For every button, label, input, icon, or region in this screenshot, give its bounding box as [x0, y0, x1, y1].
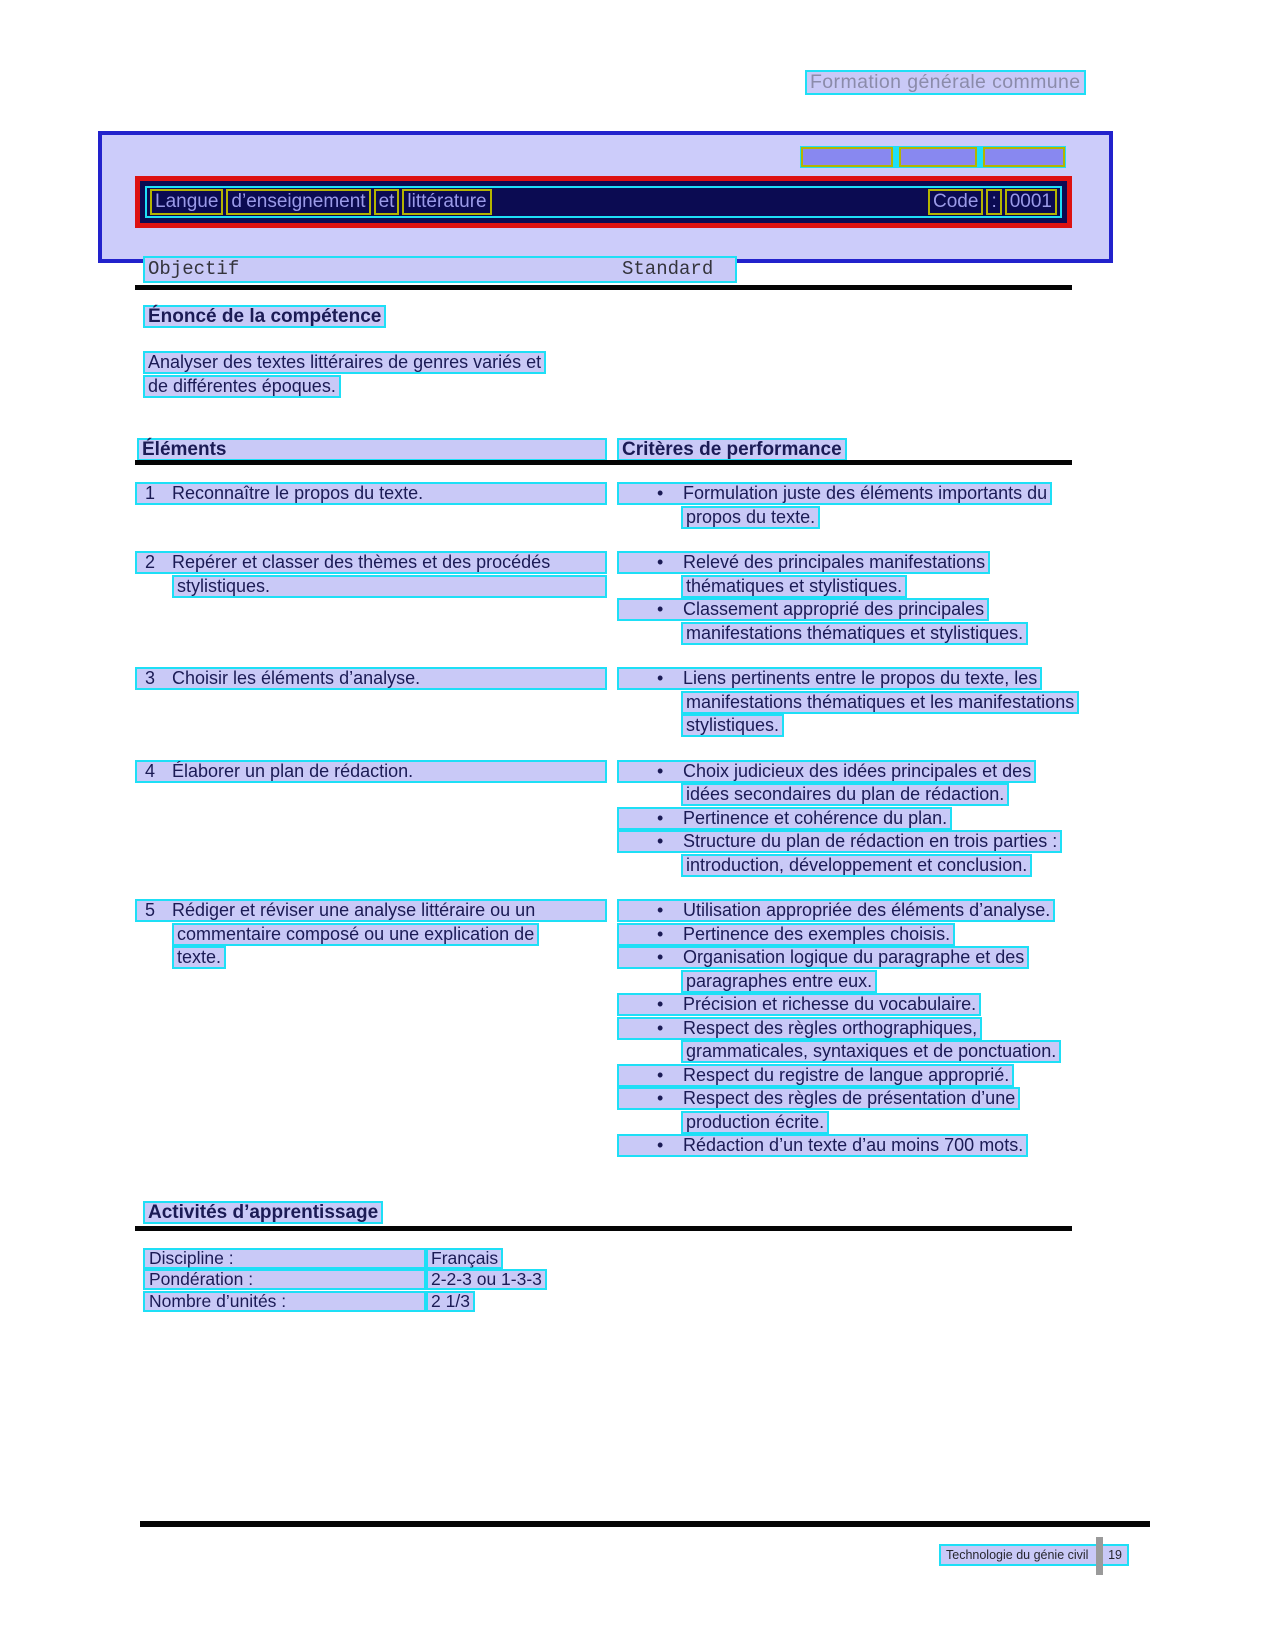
criteria-header-cell [617, 438, 847, 461]
competence-line: de différentes époques. [143, 375, 341, 398]
footer-separator-bar [1096, 1537, 1103, 1575]
activity-value: Français [426, 1248, 503, 1269]
element-text: commentaire composé ou une explication de [177, 923, 535, 944]
criterion-text: Pertinence des exemples choisis. [683, 923, 951, 944]
element-cell [135, 667, 607, 738]
banner-code-words [928, 189, 1057, 215]
competence-line: Analyser des textes littéraires de genres variés et [143, 351, 546, 374]
banner-code-word: 0001 [1005, 189, 1057, 215]
criterion-text: Formulation juste des éléments importants du [683, 483, 1048, 503]
activity-value: 2-2-3 ou 1-3-3 [426, 1269, 547, 1290]
elements-header-cell [137, 438, 607, 461]
competence-heading: Énoncé de la compétence [143, 305, 386, 328]
bullet-icon: • [657, 1088, 664, 1108]
criterion-text: Rédaction d’un texte d’au moins 700 mots. [683, 1135, 1024, 1155]
document-category-text: Formation générale commune [805, 70, 1086, 95]
activity-value: 2 1/3 [426, 1291, 475, 1312]
criteria-cell [617, 899, 1072, 1158]
criteria-items [135, 482, 1075, 1180]
objectif-standard-row [143, 256, 737, 283]
bullet-icon: • [657, 483, 664, 503]
bullet-icon: • [657, 900, 664, 920]
bullet-icon: • [657, 668, 664, 688]
criterion-text: Classement approprié des principales [683, 599, 985, 619]
course-header-panel [98, 131, 1113, 263]
criterion-text: manifestations thématiques et les manifestations [686, 691, 1075, 712]
activity-label: Nombre d’unités : [143, 1291, 426, 1312]
criterion-line [617, 622, 1072, 646]
element-line [135, 551, 607, 575]
bullet-icon: • [657, 1017, 664, 1038]
element-line [135, 923, 607, 947]
competence-heading-row [143, 305, 386, 328]
criterion-text: production écrite. [686, 1111, 825, 1132]
bullet-icon: • [657, 923, 664, 944]
criterion-line [617, 923, 1072, 947]
criterion-line [617, 1064, 1072, 1088]
activities-heading-row [143, 1201, 383, 1224]
criteria-header: Critères de performance [617, 438, 847, 461]
criterion-line [617, 1087, 1072, 1111]
objectif-standard-box [143, 256, 737, 283]
element-line [135, 482, 607, 506]
criterion-line [617, 506, 1072, 530]
criterion-line [617, 1040, 1072, 1064]
criterion-text: stylistiques. [686, 715, 780, 735]
activity-row [143, 1291, 547, 1312]
criterion-line [617, 830, 1072, 854]
bullet-icon: • [657, 994, 664, 1014]
horizontal-rule [135, 285, 1072, 290]
table-row [135, 482, 1072, 529]
criterion-line [617, 691, 1079, 715]
criterion-line [617, 575, 1072, 599]
footer-page-number: 19 [1108, 1548, 1122, 1562]
banner-title-words [150, 189, 492, 215]
bullet-icon: • [657, 947, 664, 967]
criterion-text: Respect du registre de langue approprié. [683, 1064, 1010, 1085]
footer-program-name: Technologie du génie civil [946, 1548, 1089, 1562]
bullet-icon: • [657, 1064, 664, 1085]
element-cell [135, 482, 607, 529]
course-title-banner [135, 176, 1072, 228]
banner-word: et [374, 189, 400, 215]
element-line [135, 667, 607, 691]
criterion-line [617, 1017, 1072, 1041]
page-footer [939, 1537, 1129, 1575]
criteria-cell [617, 667, 1079, 738]
criterion-text: Respect des règles de présentation d’une [683, 1088, 1016, 1108]
element-number: 2 [145, 552, 156, 572]
criterion-line [617, 667, 1079, 691]
activities-rows [143, 1248, 547, 1312]
course-title-line [145, 186, 1062, 218]
criterion-line [617, 970, 1072, 994]
activities-heading: Activités d’apprentissage [143, 1201, 383, 1224]
element-text: Élaborer un plan de rédaction. [172, 760, 414, 781]
criterion-line [617, 1111, 1072, 1135]
criterion-text: Choix judicieux des idées principales et des [683, 760, 1032, 781]
criterion-text: Liens pertinents entre le propos du texte, les [683, 668, 1038, 688]
criterion-text: Respect des règles orthographiques, [683, 1017, 978, 1038]
criterion-line [617, 1134, 1072, 1158]
element-text: Choisir les éléments d’analyse. [172, 668, 421, 688]
blank-field [801, 147, 893, 167]
element-text: texte. [177, 947, 222, 967]
table-row [135, 551, 1072, 645]
bullet-icon: • [657, 831, 664, 851]
activity-label: Discipline : [143, 1248, 426, 1269]
blank-field [899, 147, 977, 167]
criterion-text: manifestations thématiques et stylistiques. [686, 622, 1024, 643]
banner-word: d’enseignement [226, 189, 370, 215]
criterion-text: Utilisation appropriée des éléments d’analyse. [683, 900, 1051, 920]
bullet-icon: • [657, 807, 664, 828]
criterion-line [617, 899, 1072, 923]
bullet-icon: • [657, 599, 664, 619]
horizontal-rule [140, 1521, 1150, 1527]
criteria-cell [617, 760, 1072, 878]
bullet-icon: • [657, 760, 664, 781]
bullet-icon: • [657, 552, 664, 572]
criterion-text: propos du texte. [686, 506, 816, 527]
element-number: 4 [145, 760, 156, 781]
criterion-line [617, 993, 1072, 1017]
element-line [135, 946, 607, 970]
horizontal-rule [135, 460, 1072, 465]
blank-fields [800, 146, 1066, 168]
element-text: Repérer et classer des thèmes et des procédés [172, 552, 551, 572]
bullet-icon: • [657, 1135, 664, 1155]
element-cell [135, 760, 607, 878]
element-cell [135, 899, 607, 1158]
element-line [135, 899, 607, 923]
criterion-text: thématiques et stylistiques. [686, 575, 903, 596]
element-text: stylistiques. [177, 575, 271, 596]
element-number: 1 [145, 483, 156, 503]
element-text: Reconnaître le propos du texte. [172, 483, 424, 503]
element-line [135, 575, 607, 599]
activity-label: Pondération : [143, 1269, 426, 1290]
criterion-text: idées secondaires du plan de rédaction. [686, 784, 1005, 804]
criterion-text: Organisation logique du paragraphe et des [683, 947, 1025, 967]
blank-field [983, 147, 1065, 167]
element-number: 3 [145, 668, 156, 688]
criteria-cell [617, 482, 1072, 529]
banner-code-word: : [986, 189, 1001, 215]
element-line [135, 760, 607, 784]
criterion-line [617, 551, 1072, 575]
criterion-text: Structure du plan de rédaction en trois parties : [683, 831, 1058, 851]
criterion-line [617, 807, 1072, 831]
criterion-text: grammaticales, syntaxiques et de ponctuation. [686, 1041, 1057, 1061]
element-text: Rédiger et réviser une analyse littéraire ou un [172, 900, 536, 920]
activity-row [143, 1248, 547, 1269]
table-row [135, 760, 1072, 878]
criterion-text: Précision et richesse du vocabulaire. [683, 994, 977, 1014]
criterion-line [617, 482, 1072, 506]
element-number: 5 [145, 900, 156, 920]
criterion-line [617, 946, 1072, 970]
criteria-table-headers [137, 438, 1072, 461]
criteria-cell [617, 551, 1072, 645]
criterion-line [617, 854, 1072, 878]
criterion-line [617, 760, 1072, 784]
criterion-text: introduction, développement et conclusion. [686, 854, 1028, 875]
activity-row [143, 1269, 547, 1290]
horizontal-rule [135, 1226, 1072, 1231]
criterion-text: Relevé des principales manifestations [683, 552, 986, 572]
criterion-line [617, 714, 1079, 738]
banner-word: littérature [402, 189, 491, 215]
criterion-text: paragraphes entre eux. [686, 970, 873, 991]
standard-label: Standard [622, 258, 714, 280]
criterion-line [617, 598, 1072, 622]
banner-word: Langue [150, 189, 223, 215]
elements-header: Éléments [137, 438, 607, 461]
objectif-label: Objectif [148, 258, 240, 280]
banner-code-word: Code [928, 189, 983, 215]
element-cell [135, 551, 607, 645]
table-row [135, 667, 1075, 738]
document-category-label [805, 70, 1086, 95]
table-row [135, 899, 1072, 1158]
competence-text [143, 351, 546, 398]
criterion-line [617, 783, 1072, 807]
criterion-text: Pertinence et cohérence du plan. [683, 807, 948, 828]
